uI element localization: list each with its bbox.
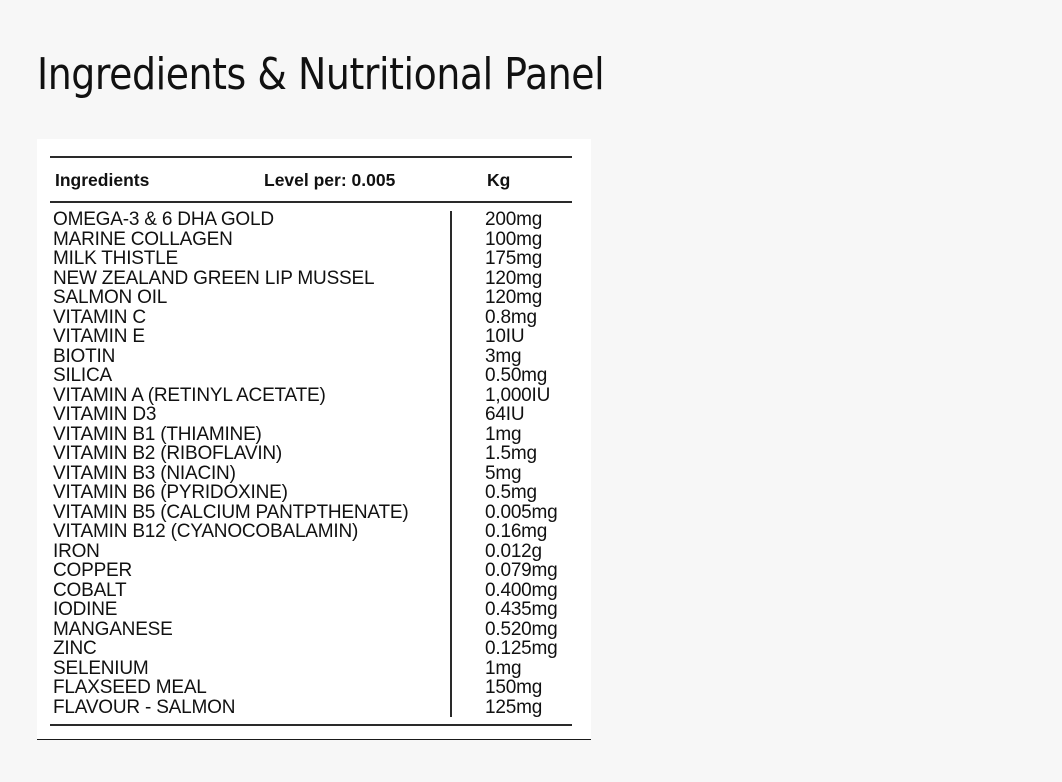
ingredient-amount: 100mg — [485, 228, 543, 250]
ingredient-amount: 0.005mg — [485, 501, 558, 523]
table-top-rule — [50, 156, 572, 158]
table-body — [53, 210, 573, 717]
ingredient-name: NEW ZEALAND GREEN LIP MUSSEL — [53, 267, 375, 289]
ingredient-name: BIOTIN — [53, 345, 116, 367]
ingredient-amount: 0.50mg — [485, 365, 548, 386]
ingredient-amount: 5mg — [485, 462, 522, 484]
ingredient-name: VITAMIN B2 (RIBOFLAVIN) — [53, 443, 283, 464]
ingredient-amount: 1.5mg — [485, 443, 537, 464]
ingredient-amount: 125mg — [485, 696, 543, 718]
table-row — [53, 464, 573, 484]
ingredient-amount: 0.520mg — [485, 618, 558, 640]
table-row — [53, 347, 573, 367]
ingredient-amount: 200mg — [485, 209, 543, 230]
ingredient-name: COBALT — [53, 579, 127, 601]
table-row — [53, 600, 573, 620]
ingredient-name: MILK THISTLE — [53, 248, 179, 269]
header-unit: Kg — [487, 170, 511, 190]
ingredient-amount: 175mg — [485, 248, 543, 269]
ingredient-name: VITAMIN B6 (PYRIDOXINE) — [53, 482, 288, 503]
ingredient-amount: 1mg — [485, 657, 522, 679]
ingredient-name: VITAMIN E — [53, 326, 145, 347]
ingredient-amount: 64IU — [485, 404, 525, 425]
ingredient-name: MARINE COLLAGEN — [53, 228, 233, 250]
ingredient-name: OMEGA-3 & 6 DHA GOLD — [53, 209, 274, 230]
ingredient-amount: 0.5mg — [485, 482, 537, 503]
table-row — [53, 561, 573, 581]
table-row — [53, 327, 573, 347]
ingredient-amount: 0.125mg — [485, 638, 558, 659]
table-row — [53, 678, 573, 698]
table-header-rule — [50, 201, 572, 203]
table-row — [53, 542, 573, 562]
ingredient-name: ZINC — [53, 638, 97, 659]
ingredient-amount: 0.400mg — [485, 579, 558, 601]
ingredient-name: COPPER — [53, 560, 133, 581]
page-title: Ingredients & Nutritional Panel — [37, 49, 605, 100]
table-row — [53, 425, 573, 445]
table-row — [53, 210, 573, 230]
ingredient-name: IRON — [53, 540, 100, 562]
ingredient-amount: 120mg — [485, 287, 543, 308]
ingredient-name: SELENIUM — [53, 657, 149, 679]
ingredient-amount: 120mg — [485, 267, 543, 289]
table-row — [53, 581, 573, 601]
ingredient-name: VITAMIN B12 (CYANOCOBALAMIN) — [53, 521, 359, 542]
table-row — [53, 308, 573, 328]
ingredient-name: SALMON OIL — [53, 287, 168, 308]
table-row — [53, 386, 573, 406]
table-row — [53, 522, 573, 542]
ingredient-name: VITAMIN B1 (THIAMINE) — [53, 423, 262, 445]
header-level: Level per: 0.005 — [264, 170, 396, 190]
table-row — [53, 639, 573, 659]
ingredient-amount: 1,000IU — [485, 384, 551, 406]
table-row — [53, 230, 573, 250]
ingredient-amount: 3mg — [485, 345, 522, 367]
ingredient-amount: 0.16mg — [485, 521, 548, 542]
ingredient-name: MANGANESE — [53, 618, 173, 640]
ingredient-amount: 150mg — [485, 677, 543, 698]
ingredient-name: FLAXSEED MEAL — [53, 677, 207, 698]
table-row — [53, 698, 573, 718]
table-row — [53, 483, 573, 503]
table-row — [53, 659, 573, 679]
table-row — [53, 405, 573, 425]
ingredient-amount: 0.079mg — [485, 560, 558, 581]
table-row — [53, 620, 573, 640]
ingredient-name: VITAMIN C — [53, 306, 146, 328]
table-row — [53, 269, 573, 289]
ingredient-name: VITAMIN B5 (CALCIUM PANTPTHENATE) — [53, 501, 409, 523]
table-bottom-rule — [50, 724, 572, 726]
header-ingredients: Ingredients — [55, 170, 150, 190]
ingredient-amount: 0.8mg — [485, 306, 537, 328]
table-row — [53, 288, 573, 308]
ingredient-amount: 0.435mg — [485, 599, 558, 620]
nutrition-table — [37, 139, 591, 740]
table-row — [53, 249, 573, 269]
ingredient-name: VITAMIN B3 (NIACIN) — [53, 462, 236, 484]
ingredient-amount: 10IU — [485, 326, 525, 347]
ingredient-name: SILICA — [53, 365, 112, 386]
ingredient-name: VITAMIN A (RETINYL ACETATE) — [53, 384, 326, 406]
table-row — [53, 366, 573, 386]
table-row — [53, 503, 573, 523]
table-row — [53, 444, 573, 464]
ingredient-amount: 0.012g — [485, 540, 542, 562]
ingredient-name: IODINE — [53, 599, 118, 620]
ingredient-name: FLAVOUR - SALMON — [53, 696, 236, 718]
ingredient-name: VITAMIN D3 — [53, 404, 157, 425]
ingredient-amount: 1mg — [485, 423, 522, 445]
